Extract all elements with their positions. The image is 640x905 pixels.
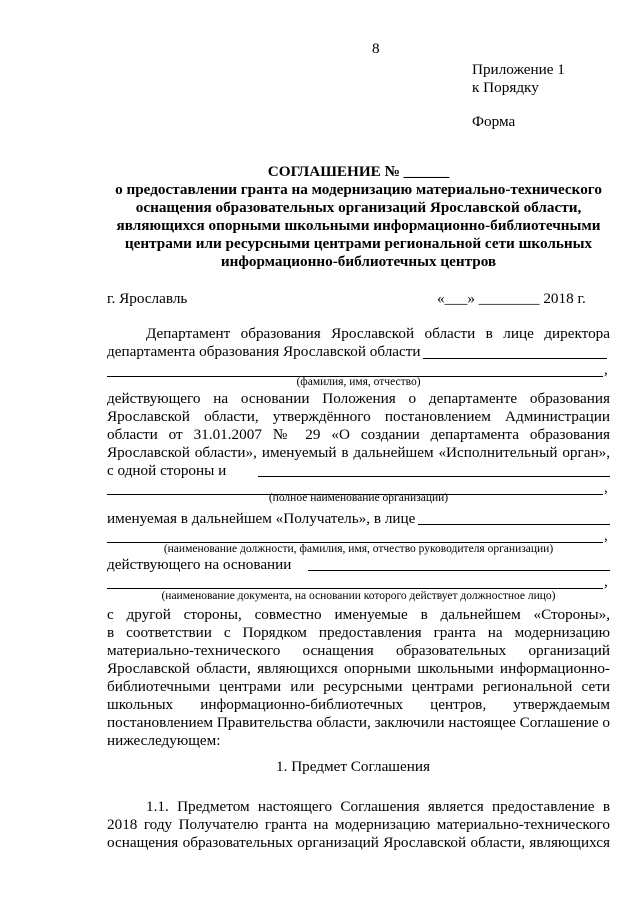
para2-line-8: нижеследующем: [107,732,221,749]
form-label: Форма [472,113,516,130]
para1-line-1: действующего на основании Положения о департаменте образования [107,390,610,407]
comma: , [604,573,608,590]
para1-line-3: области от 31.01.2007 № 29 «О создании департамента образования [107,426,610,443]
clause-1-1-line-3: оснащения образовательных организаций Ярославской области, являющихся [107,834,610,851]
doc-line-2 [107,588,603,589]
para2-line-7: постановлением Правительства области, заключили настоящее Соглашение о [107,714,610,731]
comma: , [604,361,608,378]
para1-line-4: Ярославской области», именуемый в дальнейшем «Исполнительный орган», [107,444,610,461]
basis-text: действующего на основании [107,556,292,573]
clause-1-1-line-2: 2018 году Получателю гранта на модернизацию материально-технического [107,816,610,833]
director-name-line [423,358,607,359]
para2-line-2: в соответствии с Порядком предоставления гранта на модернизацию [107,624,610,641]
place: г. Ярославль [107,290,188,307]
para2-line-6: школьных информационно-библиотечных центров, утверждаемым [107,696,610,713]
comma: , [604,527,608,544]
doc-line [308,570,610,571]
date: «___» ________ 2018 г. [437,290,586,307]
clause-1-1-line-1: 1.1. Предметом настоящего Соглашения является предоставление в [146,798,610,815]
title-line-4: центрами или ресурсными центрами региональной сети школьных [124,235,593,252]
para2-line-4: Ярославской области, являющихся опорными школьными информационно- [107,660,610,677]
para2-line-3: материально-технического оснащения образовательных организаций [107,642,610,659]
caption-doc: (наименование документа, на основании которого действует должностное лицо) [161,590,556,602]
recipient-text: именуемая в дальнейшем «Получатель», в лице [107,510,416,527]
agreement-number-blank: ______ [403,163,450,180]
section-1-heading: 1. Предмет Соглашения [276,758,430,775]
title-line-1: о предоставлении гранта на модернизацию материально-технического [115,181,602,198]
caption-fio: (фамилия, имя, отчество) [296,376,421,388]
para1-line-2: Ярославской области, утверждённого постановлением Администрации [107,408,610,425]
one-side: с одной стороны и [107,462,227,479]
annex-line-2: к Порядку [472,79,539,96]
intro-line-1: Департамент образования Ярославской области в лице директора [146,325,610,342]
org-name-line [258,476,610,477]
title-line-2: оснащения образовательных организаций Ярославской области, [135,199,582,216]
agreement-title [107,163,610,181]
page-number: 8 [372,40,380,57]
head-line [418,524,610,525]
title-line-3: являющихся опорными школьными информационно-библиотечными [116,217,601,234]
title-line-5: информационно-библиотечных центров [220,253,497,270]
caption-org: (полное наименование организации) [268,492,449,504]
annex-line-1: Приложение 1 [472,61,565,78]
para2-line-5: библиотечными центрами или ресурсными центрами региональной сети [107,678,610,695]
agreement-title-label: СОГЛАШЕНИЕ № [267,163,400,180]
caption-head: (наименование должности, фамилия, имя, отчество руководителя организации) [163,543,554,555]
comma: , [604,479,608,496]
intro-line-2: департамента образования Ярославской области [107,343,421,360]
para2-line-1: с другой стороны, совместно именуемые в дальнейшем «Стороны», [107,606,610,623]
